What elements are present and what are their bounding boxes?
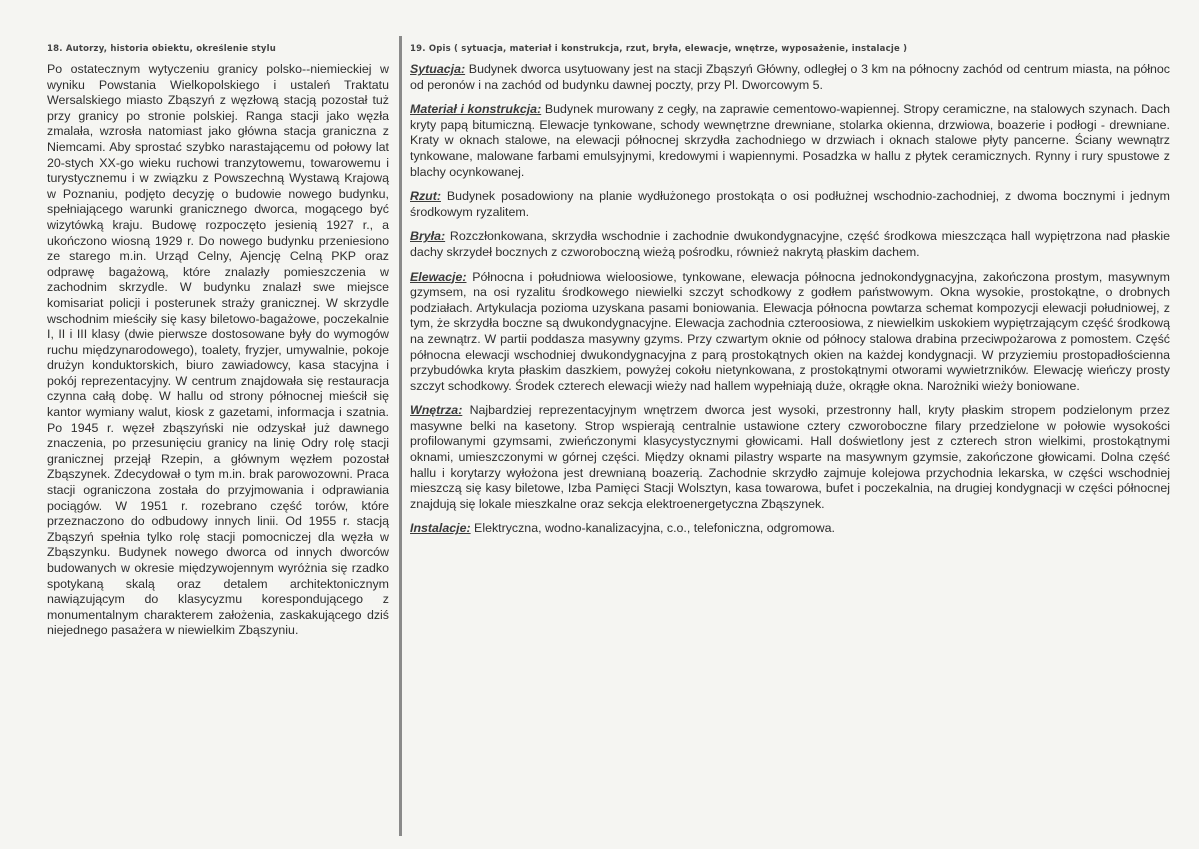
section-rzut xyxy=(410,189,1170,220)
section-instalacje xyxy=(410,521,1170,537)
section-text: Rozczłonkowana, skrzydła wschodnie i zachodnie dwukondygnacyjne, część środkowa mieszcząca hall wypiętrzona nad płaskie dachy skrzydeł bocznych z czworoboczną wieżą pośrodku, również nakrytą płaskim dachem. xyxy=(410,229,1170,259)
section-wnetrza xyxy=(410,403,1170,512)
section-19-heading: 19. Opis ( sytuacja, materiał i konstrukcja, rzut, bryła, elewacje, wnętrze, wyposażenie, instalacje ) xyxy=(410,44,908,54)
section-text: Najbardziej reprezentacyjnym wnętrzem dworca jest wysoki, przestronny hall, kryty płaskim stropem podzielonym przez masywne belki na kasetony. Strop wspierają centralnie ustawione cztery czworoboczne filary przedzielone w połowie wysokości profilowanymi gzymsami, zwieńczonymi klasycystycznymi głowicami. Hall doświetlony jest z czterech stron wielkimi, prostokątnymi oknami, umieszczonymi w górnej części. Między oknami pilastry wsparte na masywnym gzymsie, zakończone głowicami. Dolna część hallu i korytarzy wyłożona jest drewnianą boazerią. Zachodnie skrzydło zajmuje kolejowa przychodnia lekarska, w części wschodniej mieszczą się kasy biletowe, Izba Pamięci Stacji Wolsztyn, kasa towarowa, bufet i poczekalnia, na drugiej kondygnacji w części północnej znajdują się lokale mieszkalne oraz sekcja elektroenergetyczna Zbąszynek. xyxy=(410,403,1170,511)
section-18-heading: 18. Autorzy, historia obiektu, określenie stylu xyxy=(47,44,276,54)
section-label: Instalacje: xyxy=(410,521,471,536)
history-paragraph: Po ostatecznym wytyczeniu granicy polsko--niemieckiej w wyniku Powstania Wielkopolskiego i ustaleń Traktatu Wersalskiego miasto Zbąszyń z węzłową stacją pozostał tuż przy granicy po stronie polskiej. Ranga stacji jako węzła zmalała, wzrosła natomiast jako główna stacja graniczna z Niemcami. Aby sprostać szybko narastającemu od połowy lat 20-stych XX-go wieku ruchowi tranzytowemu, towarowemu i turystycznemu i w związku z Powszechną Wystawą Krajową w Poznaniu, podjęto decyzję o budowie nowego budynku, spełniającego warunki granicznego dworca, mogącego być wizytówką kraju. Budowę rozpoczęto jesienią 1927 r., a ukończono wiosną 1929 r. Do nowego budynku przeniesiono ze starego m.in. Urząd Celny, Ajencję Celną PKP oraz odprawę bagażową, które znalazły pomieszczenia w zachodnim skrzydle. W budynku znalazł swe miejsce komisariat policji i posterunek straży granicznej. W skrzydle wschodnim mieściły się kasy biletowo-bagażowe, poczekalnie I, II i III klasy (dwie pierwsze dostosowane były do wymogów ruchu międzynarodowego), toalety, fryzjer, umywalnie, pokoje drużyn konduktorskich, biuro zawiadowcy, kasa stacyjna i pokój reprezentacyjny. W centrum znajdowała się restauracja czynna całą dobę. W hallu od strony północnej mieścił się kantor wymiany walut, kiosk z gazetami, informacja i szatnia. Po 1945 r. węzeł zbąszyński nie odzyskał już dawnego znaczenia, po przesunięciu granicy na linię Odry rolę stacji granicznej przejął Rzepin, a głównym węzłem pozostał Zbąszynek. Zdecydował o tym m.in. brak parowozowni. Praca stacji ograniczona została do przyjmowania i odprawiania pociągów. W 1951 r. rozebrano część torów, które przeznaczono do odbudowy innych linii. Od 1955 r. stacją Zbąszyń spełnia tylko rolę stacji pomocniczej dla węzła w Zbąszynku. Budynek nowego dworca od innych dworców budowanych w okresie międzywojennym wyróżnia się rzadko spotykaną skalą oraz detalem architektonicznym nawiązującym do klasycyzmu korespondującego z monumentalnym charakterem założenia, zaskakującego dziś niejednego pasażera w niewielkim Zbąszyniu. xyxy=(47,62,389,638)
section-label: Wnętrza: xyxy=(410,403,463,418)
section-label: Elewacje: xyxy=(410,269,467,284)
column-divider xyxy=(399,36,402,836)
section-label: Rzut: xyxy=(410,189,441,204)
section-text: Budynek posadowiony na planie wydłużonego prostokąta o osi podłużnej wschodnio-zachodniej, z dwoma bocznymi i jednym środkowym ryzalitem. xyxy=(410,189,1170,219)
left-column xyxy=(47,44,389,639)
section-material xyxy=(410,102,1170,180)
section-label: Materiał i konstrukcja: xyxy=(410,102,542,117)
right-column xyxy=(410,44,1170,546)
section-text: Północna i południowa wieloosiowe, tynkowane, elewacja północna jednokondygnacyjna, zakończona prostym, masywnym gzymsem, na osi ryzalitu środkowego niewielki szczyt schodkowy z godłem państwowym. Okna wysokie, prostokątne, o drobnych podziałach. Artykulacja pozioma uzyskana pasami boniowania. Elewacja północna powtarza schemat kompozycji elewacji południowej, z tym, że skrzydła boczne są dwukondygnacyjne. Elewacja zachodnia czteroosiowa, z niewielkim uskokiem wypiętrzającym część środkową na zewnątrz. W partii poddasza masywny gzyms. Przy czwartym oknie od północy stalowa drabina przeciwpożarowa z pomostem. Część północna elewacji wschodniej dwukondygnacyjna z parą prostokątnych okien na każdej kondygnacji. W przyziemiu prostopadłościenna przybudówka kryta płaskim daszkiem, powyżej cokołu nietynkowana, z prostokątnymi otworami wywietrzników. Elewację wieńczy prosty szczyt schodkowy. Środek czterech elewacji wieży nad hallem wypełniają duże, okrągłe okna. Narożniki wieży boniowane. xyxy=(410,269,1170,393)
section-label: Bryła: xyxy=(410,229,446,244)
section-text: Budynek murowany z cegły, na zaprawie cementowo-wapiennej. Stropy ceramiczne, na stalowych szynach. Dach kryty papą bitumiczną. Elewacje tynkowane, schody wewnętrzne drewniane, stolarka okienna, drzwiowa, boazerie i podłogi - drewniane. Kraty w oknach stalowe, na elewacji północnej skrzydła zachodniego w drzwiach i oknach stalowe płyty pancerne. Ściany wewnątrz tynkowane, malowane farbami emulsyjnymi, kredowymi i wapiennymi. Posadzka w hallu z płytek ceramicznych. Rynny i rury spustowe z blachy ocynkowanej. xyxy=(410,102,1171,179)
section-text: Budynek dworca usytuowany jest na stacji Zbąszyń Główny, odległej o 3 km na północny zachód od centrum miasta, na północ od peronów i na zachód od budynku dawnej poczty, przy Pl. Dworcowym 5. xyxy=(410,62,1170,92)
section-elewacje xyxy=(410,270,1170,395)
section-sytuacja xyxy=(410,62,1170,93)
section-label: Sytuacja: xyxy=(410,62,466,76)
section-text: Elektryczna, wodno-kanalizacyjna, c.o., telefoniczna, odgromowa. xyxy=(470,521,835,536)
section-bryla xyxy=(410,229,1170,260)
